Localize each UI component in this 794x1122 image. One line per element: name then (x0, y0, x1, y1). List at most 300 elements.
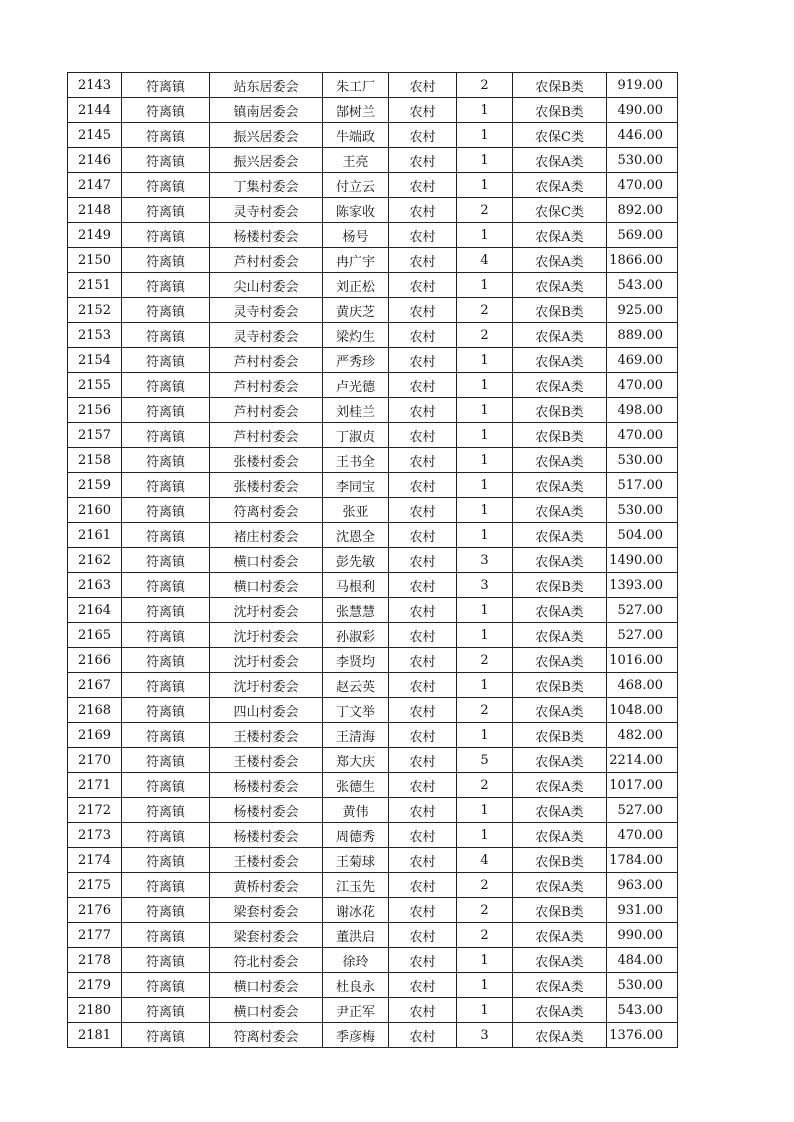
town-cell: 符离镇 (122, 1023, 210, 1048)
person-name-cell: 丁文举 (323, 698, 389, 723)
table-row (68, 423, 678, 448)
insurance-class-cell: 农保A类 (513, 448, 607, 473)
amount-cell: 469.00 (607, 348, 678, 373)
person-name-cell: 严秀珍 (323, 348, 389, 373)
household-type-cell: 农村 (389, 723, 457, 748)
row-number-cell: 2178 (68, 948, 122, 973)
table-row (68, 723, 678, 748)
household-type-cell: 农村 (389, 848, 457, 873)
household-type-cell: 农村 (389, 623, 457, 648)
household-type-cell: 农村 (389, 448, 457, 473)
table-row (68, 673, 678, 698)
insurance-class-cell: 农保A类 (513, 873, 607, 898)
insurance-class-cell: 农保A类 (513, 948, 607, 973)
row-number-cell: 2164 (68, 598, 122, 623)
person-name-cell: 梁灼生 (323, 323, 389, 348)
row-number-cell: 2177 (68, 923, 122, 948)
committee-cell: 横口村委会 (210, 973, 323, 998)
insurance-class-cell: 农保C类 (513, 198, 607, 223)
table-row (68, 923, 678, 948)
insurance-class-cell: 农保B类 (513, 673, 607, 698)
person-name-cell: 郑大庆 (323, 748, 389, 773)
insurance-class-cell: 农保A类 (513, 923, 607, 948)
town-cell: 符离镇 (122, 698, 210, 723)
row-number-cell: 2150 (68, 248, 122, 273)
committee-cell: 芦村村委会 (210, 423, 323, 448)
amount-cell: 498.00 (607, 398, 678, 423)
person-name-cell: 杜良永 (323, 973, 389, 998)
table-row (68, 398, 678, 423)
row-number-cell: 2147 (68, 173, 122, 198)
table-row (68, 998, 678, 1023)
household-type-cell: 农村 (389, 773, 457, 798)
town-cell: 符离镇 (122, 198, 210, 223)
person-name-cell: 郜树兰 (323, 98, 389, 123)
row-number-cell: 2179 (68, 973, 122, 998)
row-number-cell: 2144 (68, 98, 122, 123)
committee-cell: 丁集村委会 (210, 173, 323, 198)
table-row (68, 1023, 678, 1048)
insurance-class-cell: 农保A类 (513, 798, 607, 823)
committee-cell: 尖山村委会 (210, 273, 323, 298)
committee-cell: 灵寺村委会 (210, 298, 323, 323)
committee-cell: 王楼村委会 (210, 723, 323, 748)
row-number-cell: 2156 (68, 398, 122, 423)
member-count-cell: 1 (457, 523, 513, 548)
town-cell: 符离镇 (122, 648, 210, 673)
committee-cell: 王楼村委会 (210, 848, 323, 873)
member-count-cell: 1 (457, 723, 513, 748)
member-count-cell: 4 (457, 248, 513, 273)
town-cell: 符离镇 (122, 348, 210, 373)
member-count-cell: 1 (457, 423, 513, 448)
insurance-class-cell: 农保C类 (513, 123, 607, 148)
roster-table (67, 72, 678, 1048)
household-type-cell: 农村 (389, 973, 457, 998)
committee-cell: 杨楼村委会 (210, 823, 323, 848)
amount-cell: 482.00 (607, 723, 678, 748)
person-name-cell: 陈家收 (323, 198, 389, 223)
person-name-cell: 张慧慧 (323, 598, 389, 623)
insurance-class-cell: 农保A类 (513, 223, 607, 248)
row-number-cell: 2149 (68, 223, 122, 248)
row-number-cell: 2181 (68, 1023, 122, 1048)
table-row (68, 373, 678, 398)
person-name-cell: 付立云 (323, 173, 389, 198)
amount-cell: 919.00 (607, 73, 678, 98)
insurance-class-cell: 农保A类 (513, 773, 607, 798)
town-cell: 符离镇 (122, 573, 210, 598)
amount-cell: 569.00 (607, 223, 678, 248)
committee-cell: 杨楼村委会 (210, 773, 323, 798)
member-count-cell: 3 (457, 1023, 513, 1048)
household-type-cell: 农村 (389, 373, 457, 398)
person-name-cell: 徐玲 (323, 948, 389, 973)
committee-cell: 沈圩村委会 (210, 648, 323, 673)
amount-cell: 1490.00 (607, 548, 678, 573)
committee-cell: 灵寺村委会 (210, 198, 323, 223)
committee-cell: 梁套村委会 (210, 898, 323, 923)
town-cell: 符离镇 (122, 598, 210, 623)
row-number-cell: 2161 (68, 523, 122, 548)
household-type-cell: 农村 (389, 523, 457, 548)
household-type-cell: 农村 (389, 298, 457, 323)
insurance-class-cell: 农保B类 (513, 73, 607, 98)
household-type-cell: 农村 (389, 898, 457, 923)
town-cell: 符离镇 (122, 148, 210, 173)
town-cell: 符离镇 (122, 923, 210, 948)
town-cell: 符离镇 (122, 423, 210, 448)
row-number-cell: 2173 (68, 823, 122, 848)
town-cell: 符离镇 (122, 298, 210, 323)
amount-cell: 543.00 (607, 273, 678, 298)
amount-cell: 527.00 (607, 798, 678, 823)
row-number-cell: 2160 (68, 498, 122, 523)
insurance-class-cell: 农保A类 (513, 698, 607, 723)
person-name-cell: 季彦梅 (323, 1023, 389, 1048)
person-name-cell: 李贤均 (323, 648, 389, 673)
town-cell: 符离镇 (122, 723, 210, 748)
row-number-cell: 2159 (68, 473, 122, 498)
household-type-cell: 农村 (389, 348, 457, 373)
member-count-cell: 2 (457, 773, 513, 798)
committee-cell: 灵寺村委会 (210, 323, 323, 348)
insurance-class-cell: 农保A类 (513, 623, 607, 648)
household-type-cell: 农村 (389, 873, 457, 898)
row-number-cell: 2171 (68, 773, 122, 798)
row-number-cell: 2174 (68, 848, 122, 873)
household-type-cell: 农村 (389, 498, 457, 523)
household-type-cell: 农村 (389, 548, 457, 573)
town-cell: 符离镇 (122, 398, 210, 423)
committee-cell: 镇南居委会 (210, 98, 323, 123)
amount-cell: 543.00 (607, 998, 678, 1023)
row-number-cell: 2151 (68, 273, 122, 298)
table-row (68, 698, 678, 723)
amount-cell: 1017.00 (607, 773, 678, 798)
member-count-cell: 1 (457, 498, 513, 523)
member-count-cell: 1 (457, 373, 513, 398)
household-type-cell: 农村 (389, 223, 457, 248)
person-name-cell: 尹正军 (323, 998, 389, 1023)
committee-cell: 振兴居委会 (210, 148, 323, 173)
row-number-cell: 2165 (68, 623, 122, 648)
committee-cell: 横口村委会 (210, 548, 323, 573)
town-cell: 符离镇 (122, 98, 210, 123)
household-type-cell: 农村 (389, 323, 457, 348)
table-row (68, 148, 678, 173)
table-row (68, 873, 678, 898)
amount-cell: 504.00 (607, 523, 678, 548)
household-type-cell: 农村 (389, 423, 457, 448)
member-count-cell: 1 (457, 598, 513, 623)
person-name-cell: 董洪启 (323, 923, 389, 948)
insurance-class-cell: 农保A类 (513, 998, 607, 1023)
insurance-class-cell: 农保B类 (513, 298, 607, 323)
amount-cell: 470.00 (607, 423, 678, 448)
row-number-cell: 2180 (68, 998, 122, 1023)
insurance-class-cell: 农保A类 (513, 973, 607, 998)
committee-cell: 沈圩村委会 (210, 623, 323, 648)
town-cell: 符离镇 (122, 948, 210, 973)
roster-body (68, 73, 678, 1048)
committee-cell: 沈圩村委会 (210, 598, 323, 623)
person-name-cell: 黄伟 (323, 798, 389, 823)
household-type-cell: 农村 (389, 823, 457, 848)
household-type-cell: 农村 (389, 473, 457, 498)
insurance-class-cell: 农保B类 (513, 398, 607, 423)
person-name-cell: 朱工厂 (323, 73, 389, 98)
committee-cell: 张楼村委会 (210, 473, 323, 498)
amount-cell: 470.00 (607, 373, 678, 398)
amount-cell: 1784.00 (607, 848, 678, 873)
insurance-class-cell: 农保A类 (513, 373, 607, 398)
insurance-class-cell: 农保A类 (513, 273, 607, 298)
household-type-cell: 农村 (389, 648, 457, 673)
amount-cell: 530.00 (607, 448, 678, 473)
amount-cell: 1376.00 (607, 1023, 678, 1048)
town-cell: 符离镇 (122, 823, 210, 848)
amount-cell: 484.00 (607, 948, 678, 973)
member-count-cell: 1 (457, 273, 513, 298)
town-cell: 符离镇 (122, 898, 210, 923)
household-type-cell: 农村 (389, 998, 457, 1023)
amount-cell: 517.00 (607, 473, 678, 498)
table-row (68, 248, 678, 273)
person-name-cell: 冉广宇 (323, 248, 389, 273)
row-number-cell: 2175 (68, 873, 122, 898)
amount-cell: 527.00 (607, 598, 678, 623)
row-number-cell: 2148 (68, 198, 122, 223)
committee-cell: 符离村委会 (210, 498, 323, 523)
household-type-cell: 农村 (389, 748, 457, 773)
household-type-cell: 农村 (389, 573, 457, 598)
person-name-cell: 王亮 (323, 148, 389, 173)
table-row (68, 823, 678, 848)
person-name-cell: 周德秀 (323, 823, 389, 848)
person-name-cell: 牛端政 (323, 123, 389, 148)
table-row (68, 523, 678, 548)
member-count-cell: 2 (457, 698, 513, 723)
table-row (68, 198, 678, 223)
table-row (68, 948, 678, 973)
member-count-cell: 1 (457, 348, 513, 373)
row-number-cell: 2154 (68, 348, 122, 373)
member-count-cell: 2 (457, 873, 513, 898)
member-count-cell: 1 (457, 398, 513, 423)
insurance-class-cell: 农保B类 (513, 98, 607, 123)
town-cell: 符离镇 (122, 748, 210, 773)
row-number-cell: 2145 (68, 123, 122, 148)
town-cell: 符离镇 (122, 73, 210, 98)
town-cell: 符离镇 (122, 223, 210, 248)
committee-cell: 沈圩村委会 (210, 673, 323, 698)
amount-cell: 446.00 (607, 123, 678, 148)
person-name-cell: 彭先敏 (323, 548, 389, 573)
person-name-cell: 赵云英 (323, 673, 389, 698)
row-number-cell: 2152 (68, 298, 122, 323)
household-type-cell: 农村 (389, 923, 457, 948)
person-name-cell: 卢光德 (323, 373, 389, 398)
committee-cell: 杨楼村委会 (210, 223, 323, 248)
household-type-cell: 农村 (389, 273, 457, 298)
member-count-cell: 1 (457, 823, 513, 848)
committee-cell: 褚庄村委会 (210, 523, 323, 548)
row-number-cell: 2172 (68, 798, 122, 823)
person-name-cell: 丁淑贞 (323, 423, 389, 448)
committee-cell: 芦村村委会 (210, 373, 323, 398)
row-number-cell: 2146 (68, 148, 122, 173)
table-row (68, 273, 678, 298)
member-count-cell: 3 (457, 573, 513, 598)
town-cell: 符离镇 (122, 523, 210, 548)
row-number-cell: 2155 (68, 373, 122, 398)
committee-cell: 芦村村委会 (210, 248, 323, 273)
member-count-cell: 1 (457, 223, 513, 248)
row-number-cell: 2170 (68, 748, 122, 773)
amount-cell: 931.00 (607, 898, 678, 923)
person-name-cell: 马根利 (323, 573, 389, 598)
amount-cell: 468.00 (607, 673, 678, 698)
member-count-cell: 2 (457, 898, 513, 923)
town-cell: 符离镇 (122, 548, 210, 573)
table-row (68, 173, 678, 198)
table-row (68, 748, 678, 773)
household-type-cell: 农村 (389, 1023, 457, 1048)
member-count-cell: 2 (457, 198, 513, 223)
insurance-class-cell: 农保A类 (513, 473, 607, 498)
household-type-cell: 农村 (389, 148, 457, 173)
person-name-cell: 黄庆芝 (323, 298, 389, 323)
member-count-cell: 2 (457, 73, 513, 98)
table-row (68, 123, 678, 148)
amount-cell: 527.00 (607, 623, 678, 648)
person-name-cell: 谢冰花 (323, 898, 389, 923)
town-cell: 符离镇 (122, 773, 210, 798)
member-count-cell: 1 (457, 173, 513, 198)
member-count-cell: 1 (457, 148, 513, 173)
person-name-cell: 李同宝 (323, 473, 389, 498)
amount-cell: 490.00 (607, 98, 678, 123)
household-type-cell: 农村 (389, 698, 457, 723)
town-cell: 符离镇 (122, 998, 210, 1023)
committee-cell: 四山村委会 (210, 698, 323, 723)
insurance-class-cell: 农保A类 (513, 248, 607, 273)
insurance-class-cell: 农保A类 (513, 548, 607, 573)
member-count-cell: 1 (457, 98, 513, 123)
amount-cell: 990.00 (607, 923, 678, 948)
amount-cell: 2214.00 (607, 748, 678, 773)
person-name-cell: 王清海 (323, 723, 389, 748)
member-count-cell: 1 (457, 973, 513, 998)
amount-cell: 1866.00 (607, 248, 678, 273)
town-cell: 符离镇 (122, 448, 210, 473)
committee-cell: 王楼村委会 (210, 748, 323, 773)
person-name-cell: 刘正松 (323, 273, 389, 298)
insurance-class-cell: 农保A类 (513, 1023, 607, 1048)
table-row (68, 298, 678, 323)
insurance-class-cell: 农保A类 (513, 173, 607, 198)
row-number-cell: 2158 (68, 448, 122, 473)
town-cell: 符离镇 (122, 673, 210, 698)
row-number-cell: 2166 (68, 648, 122, 673)
town-cell: 符离镇 (122, 473, 210, 498)
row-number-cell: 2162 (68, 548, 122, 573)
person-name-cell: 江玉先 (323, 873, 389, 898)
member-count-cell: 1 (457, 673, 513, 698)
committee-cell: 横口村委会 (210, 998, 323, 1023)
amount-cell: 889.00 (607, 323, 678, 348)
member-count-cell: 1 (457, 948, 513, 973)
committee-cell: 符北村委会 (210, 948, 323, 973)
person-name-cell: 杨号 (323, 223, 389, 248)
table-row (68, 448, 678, 473)
row-number-cell: 2168 (68, 698, 122, 723)
committee-cell: 振兴居委会 (210, 123, 323, 148)
table-row (68, 348, 678, 373)
amount-cell: 892.00 (607, 198, 678, 223)
town-cell: 符离镇 (122, 123, 210, 148)
amount-cell: 470.00 (607, 823, 678, 848)
town-cell: 符离镇 (122, 623, 210, 648)
amount-cell: 1393.00 (607, 573, 678, 598)
person-name-cell: 张亚 (323, 498, 389, 523)
committee-cell: 张楼村委会 (210, 448, 323, 473)
insurance-class-cell: 农保A类 (513, 648, 607, 673)
town-cell: 符离镇 (122, 973, 210, 998)
amount-cell: 1016.00 (607, 648, 678, 673)
row-number-cell: 2157 (68, 423, 122, 448)
table-row (68, 323, 678, 348)
insurance-class-cell: 农保B类 (513, 573, 607, 598)
row-number-cell: 2163 (68, 573, 122, 598)
amount-cell: 1048.00 (607, 698, 678, 723)
member-count-cell: 2 (457, 323, 513, 348)
member-count-cell: 1 (457, 623, 513, 648)
household-type-cell: 农村 (389, 398, 457, 423)
table-row (68, 598, 678, 623)
town-cell: 符离镇 (122, 173, 210, 198)
table-row (68, 73, 678, 98)
town-cell: 符离镇 (122, 323, 210, 348)
committee-cell: 符离村委会 (210, 1023, 323, 1048)
committee-cell: 芦村村委会 (210, 398, 323, 423)
household-type-cell: 农村 (389, 98, 457, 123)
town-cell: 符离镇 (122, 248, 210, 273)
insurance-class-cell: 农保B类 (513, 898, 607, 923)
table-row (68, 973, 678, 998)
household-type-cell: 农村 (389, 198, 457, 223)
committee-cell: 站东居委会 (210, 73, 323, 98)
table-row (68, 573, 678, 598)
table-row (68, 898, 678, 923)
member-count-cell: 2 (457, 923, 513, 948)
committee-cell: 黄桥村委会 (210, 873, 323, 898)
table-row (68, 648, 678, 673)
table-row (68, 98, 678, 123)
committee-cell: 梁套村委会 (210, 923, 323, 948)
amount-cell: 530.00 (607, 973, 678, 998)
town-cell: 符离镇 (122, 373, 210, 398)
insurance-class-cell: 农保A类 (513, 523, 607, 548)
insurance-class-cell: 农保A类 (513, 498, 607, 523)
household-type-cell: 农村 (389, 248, 457, 273)
member-count-cell: 3 (457, 548, 513, 573)
member-count-cell: 2 (457, 648, 513, 673)
person-name-cell: 王书全 (323, 448, 389, 473)
table-row (68, 773, 678, 798)
household-type-cell: 农村 (389, 798, 457, 823)
